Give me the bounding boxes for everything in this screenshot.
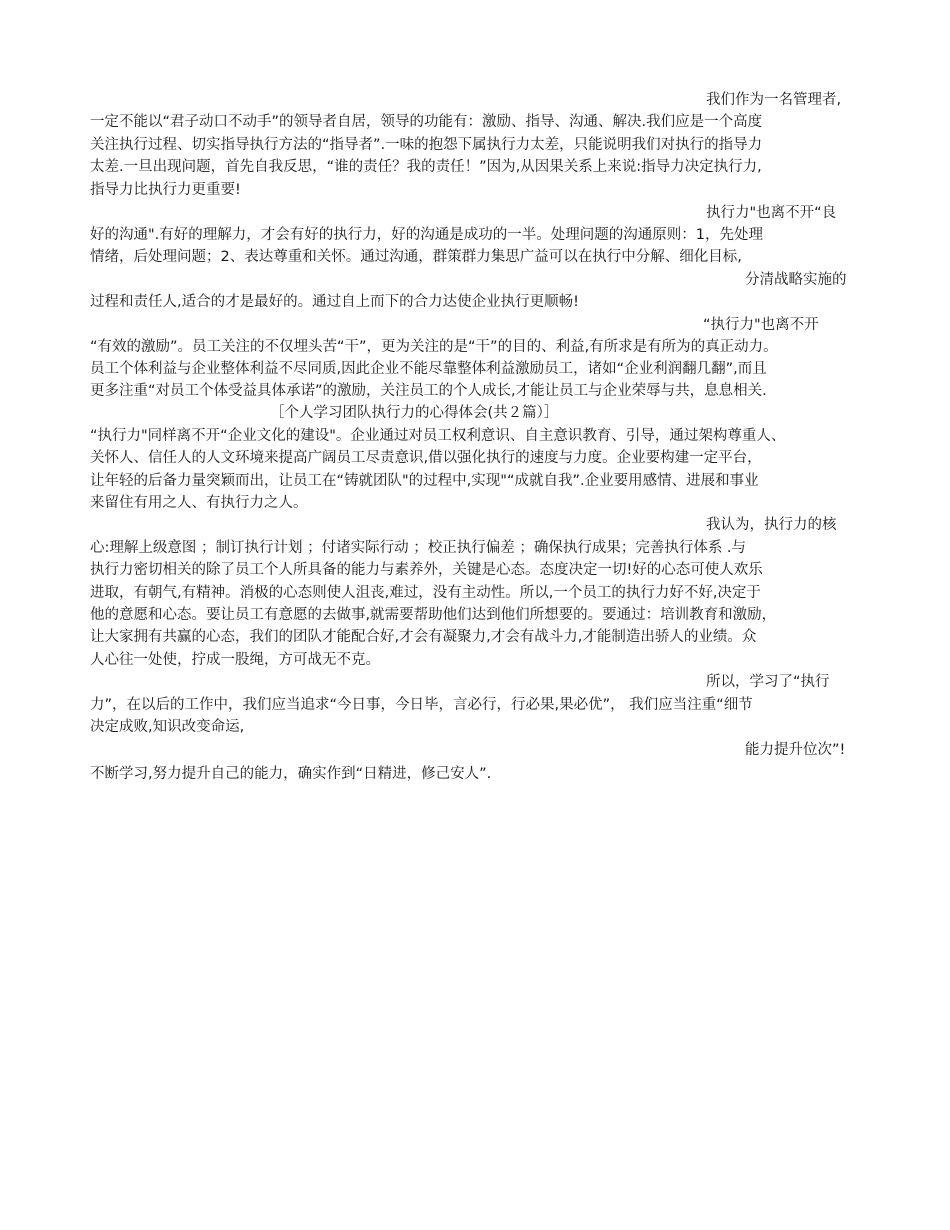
text-line: “执行力"同样离不开“企业文化的建设"。企业通过对员工权利意识、自主意识教育、引导，通过架构尊重人、	[90, 428, 786, 444]
text-line: 让年轻的后备力量突颖而出，让员工在“铸就团队"的过程中,实现"“成就自我”.企业要用感情、进展和事业	[90, 473, 759, 489]
text-line: 关怀人、信任人的人文环境来提高广阔员工尽责意识,借以强化执行的速度与力度。企业要构建一定平台，	[90, 450, 762, 466]
text-line: 关注执行过程、切实指导执行方法的“指导者”.一味的抱怨下属执行力太差，只能说明我们对执行的指导力	[90, 137, 763, 153]
text-line: 力”，在以后的工作中，我们应当追求“今日事，今日毕，言必行，行必果,果必优”， 我们应当注重“细节	[90, 697, 753, 713]
text-line: 过程和责任人,适合的才是最好的。通过自上而下的合力达使企业执行更顺畅!	[90, 294, 579, 310]
text-line: 执行力密切相关的除了员工个人所具备的能力与素养外，关键是心态。态度决定一切!好的心态可使人欢乐	[90, 562, 763, 578]
text-line: 太差.一旦出现问题，首先自我反思，“谁的责任？我的责任！”因为,从因果关系上来说:指导力决定执行力,	[90, 159, 762, 175]
text-line: 进取，有朝气,有精神。消极的心态则使人沮丧,难过，没有主动性。所以,一个员工的执行力好不好,决定于	[90, 585, 761, 601]
section-title: ［个人学习团队执行力的心得体会(共２篇）］	[270, 405, 559, 421]
text-line: 更多注重“对员工个体受益具体承诺”的激励，关注员工的个人成长,才能让员工与企业荣辱与共，息息相关.	[90, 383, 767, 399]
text-line: 指导力比执行力更重要!	[90, 182, 241, 198]
text-line: 员工个体利益与企业整体利益不尽同质,因此企业不能尽靠整体利益激励员工，诸如“企业利润翻几翻”,而且	[90, 361, 767, 377]
text-line: 情绪，后处理问题；2、表达尊重和关怀。通过沟通，群策群力集思广益可以在执行中分解、细化目标,	[90, 249, 742, 265]
text-line: 好的沟通".有好的理解力，才会有好的执行力，好的沟通是成功的一半。处理问题的沟通原则：1，先处理	[90, 227, 763, 243]
text-line: 不断学习,努力提升自己的能力，确实作到“日精进，修己安人”.	[90, 766, 492, 782]
text-line: 一定不能以“君子动口不动手”的领导者自居，领导的功能有：激励、指导、沟通、解决.我们应是一个高度	[90, 114, 763, 130]
text-line: 他的意愿和心态。要让员工有意愿的去做事,就需要帮助他们达到他们所想要的。要通过：培训教育和激励，	[90, 607, 777, 623]
text-line: “执行力"也离不开	[703, 317, 819, 333]
text-line: “有效的激励”。员工关注的不仅埋头苦“干”，更为关注的是“干”的目的、利益,有所求是有所为的真正动力。	[90, 339, 778, 355]
text-line: 我认为，执行力的核	[706, 517, 837, 533]
text-line: 心:理解上级意图 ；制订执行计划 ；付诸实际行动 ；校正执行偏差 ；确保执行成果；完善执行体系 .与	[90, 540, 747, 556]
text-line: 来留住有用之人、有执行力之人。	[90, 495, 308, 511]
text-line: 所以，学习了“执行	[706, 674, 830, 690]
text-line: 人心往一处使，拧成一股绳，方可战无不克。	[90, 652, 380, 668]
text-line: 能力提升位次”!	[745, 742, 846, 758]
text-line: 让大家拥有共赢的心态，我们的团队才能配合好,才会有凝聚力,才会有战斗力,才能制造出骄人的业绩。众	[90, 629, 757, 645]
text-line: 决定成败,知识改变命运,	[90, 719, 245, 735]
text-line: 我们作为一名管理者,	[706, 92, 842, 108]
text-line: 分清战略实施的	[745, 272, 847, 288]
text-line: 执行力"也离不开“良	[706, 205, 837, 221]
